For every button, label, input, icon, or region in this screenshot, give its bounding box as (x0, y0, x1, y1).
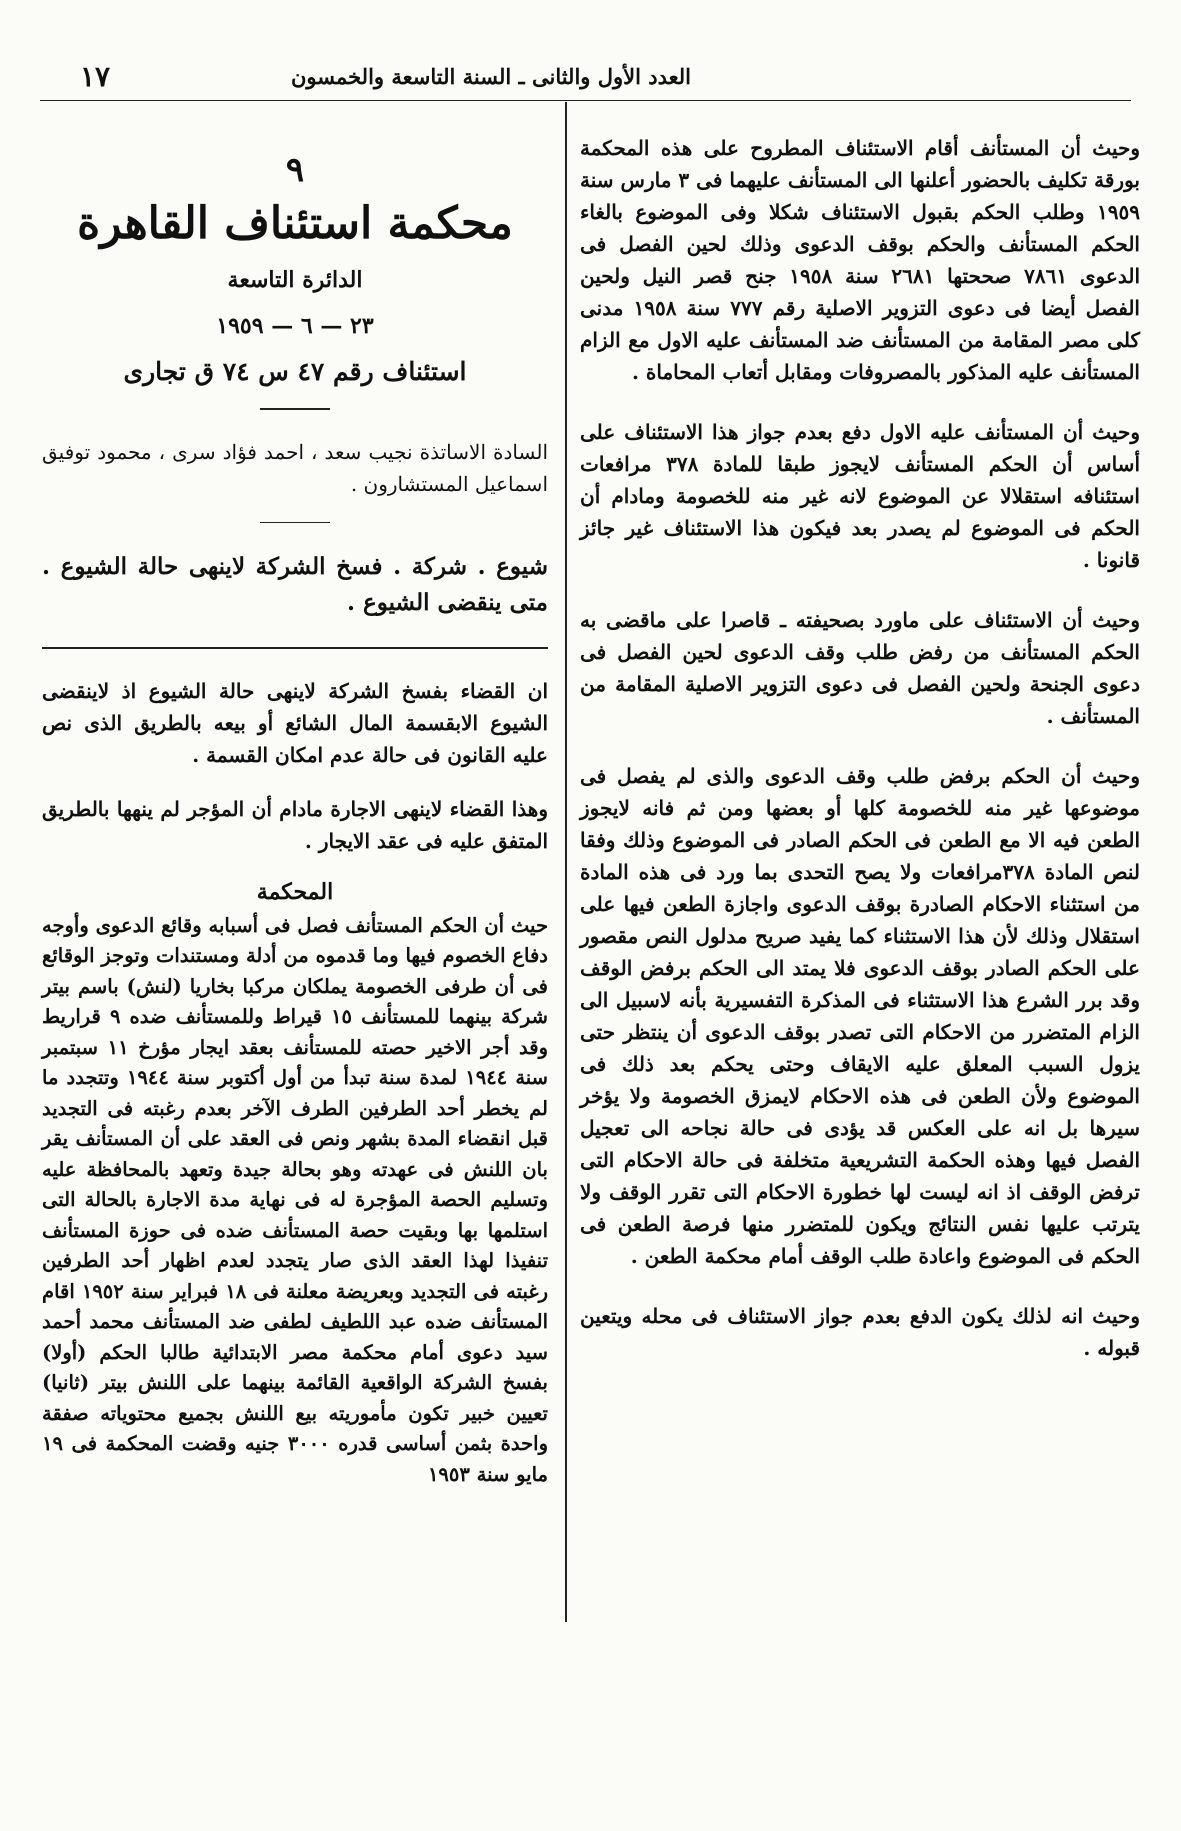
page-number: ١٧ (80, 60, 111, 93)
left-column (42, 150, 548, 1490)
column-divider (565, 102, 567, 1622)
short-divider (260, 408, 330, 410)
paragraph-defense-objection: وحيث أن المستأنف عليه الاول دفع بعدم جواز هذا الاستئناف على أساس أن الحكم المستأنف لايجوز طبقا للمادة ٣٧٨ مرافعات استئنافه استقلالا عن الموضوع لانه غير منه للخصومة ومادام أن الحكم فى الموضوع لم يصدر بعد فيكون هذا الاستئناف غير جائز قانونا . (580, 420, 1140, 572)
paragraph-appeal-filed: وحيث أن المستأنف أقام الاستئناف المطروح على هذه المحكمة بورقة تكليف بالحضور أعلنها الى المستأنف عليهما فى ٣ مارس سنة ١٩٥٩ وطلب الحكم بقبول الاستئناف شكلا وفى الموضوع بالغاء الحكم المستأنف والحكم بوقف الدعوى وذلك لحين الفصل فى الدعوى ٧٨٦١ صححتها ٢٦٨١ سنة ١٩٥٨ جنح قصر النيل ولحين الفصل أيضا فى دعوى التزوير الاصلية رقم ٧٧٧ سنة ١٩٥٨ مدنى كلى مصر المقامة من المستأنف ضد المستأنف عليه الاول مع الزام المستأنف عليه المذكور بالمصروفات ومقابل أتعاب المحاماة . (580, 136, 1141, 384)
issue-title: العدد الأول والثانى ـ السنة التاسعة والخمسون (290, 64, 691, 89)
paragraph-conclusion: وحيث انه لذلك يكون الدفع بعدم جواز الاستئناف فى محله ويتعين قبوله . (580, 1304, 1140, 1360)
court-heading: المحكمة (256, 878, 334, 905)
facts-body: حيث أن الحكم المستأنف فصل فى أسبابه وقائع الدعوى وأوجه دفاع الخصوم فيها وما قدموه من أدلة ومستندات وتوجز الوقائع فى أن طرفى الخصومة يملكان مركبا بخاريا (لنش) باسم بيتر شركة بينهما للمستأنف ١٥ قيراط وللمستأنف ضده ٩ قراريط وقد أجر الاخير حصته للمستأنف بعقد ايجار مؤرخ ١١ سبتمبر سنة ١٩٤٤ لمدة سنة تبدأ من أول أكتوبر سنة ١٩٤٤ وتتجدد ما لم يخطر أحد الطرفين الطرف الآخر بعدم رغبته فى التجديد قبل انقضاء المدة بشهر ونص فى العقد على أن المستأنف يقر بان اللنش فى عهدته وهو بحالة جيدة وتعهد بالمحافظة عليه وتسليم الحصة المؤجرة له فى نهاية مدة الاجارة بالحالة التى استلمها بها وبقيت حصة المستأنف ضده فى حوزة المستأنف تنفيذا لهذا العقد الذى صار يتجدد لعدم اظهار أحد الطرفين رغبته فى التجديد وبعريضة معلنة فى ١٨ فبراير سنة ١٩٥٢ اقام المستأنف ضده عبد اللطيف لطفى ضد المستأنف محمد أحمد سيد دعوى أمام محكمة مصر الابتدائية طالبا الحكم (أولا) بفسخ الشركة الواقعية القائمة بينهما على اللنش بيتر (ثانيا) تعيين خبير تكون مأموريته بيع اللنش بجميع محتوياته صفقة واحدة بثمن أساسى قدره ٣٠٠٠ جنيه وقضت المحكمة فى ١٩ مايو سنة ١٩٥٣ (42, 913, 549, 1486)
legal-principle: ان القضاء بفسخ الشركة لاينهى حالة الشيوع اذ لاينقضى الشيوع الابقسمة المال الشائع أو بيعه بالطريق الذى نص عليه القانون فى حالة عدم امكان القسمة . (42, 678, 548, 767)
paragraph-appeal-scope: وحيث أن الاستئناف على ماورد بصحيفته ـ قاصرا على ماقضى به الحكم المستأنف من رفض طلب وقف الدعوى لحين الفصل فى دعوى الجنحة ولحين الفصل فى دعوى التزوير الاصلية المقامة من المستأنف . (580, 608, 1140, 728)
circuit-name: الدائرة التاسعة (227, 267, 363, 293)
short-divider (260, 522, 330, 524)
ruling-date: ٢٣ — ٦ — ١٩٥٩ (216, 313, 374, 339)
appeal-number: استئناف رقم ٤٧ س ٧٤ ق تجارى (123, 357, 467, 386)
page-header (40, 50, 1131, 101)
keywords: شيوع . شركة . فسخ الشركة لاينهى حالة الشيوع . متى ينقضى الشيوع . (42, 553, 548, 616)
case-number: ٩ (285, 150, 305, 190)
section-divider (42, 647, 548, 649)
legal-principle: وهذا القضاء لاينهى الاجارة مادام أن المؤجر لم ينهها بالطريق المتفق عليه فى عقد الايجار . (42, 796, 548, 853)
paragraph-reasoning: وحيث أن الحكم برفض طلب وقف الدعوى والذى لم يفصل فى موضوعها غير منه للخصومة كلها أو بعضها ومن ثم فانه لايجوز الطعن فيه الا مع الطعن فى الحكم الصادر فى الموضوع وذلك وفقا لنص المادة ٣٧٨مرافعات ولا يصح التحدى بما ورد فى هذه المادة من استثناء الاحكام الصادرة بوقف الدعوى واجازة الطعن فيها على استقلال وذلك لأن هذا الاستثناء كما يفيد صريح مدلول النص مقصور على الحكم الصادر بوقف الدعوى فلا يمتد الى الحكم برفض الوقف وقد برر الشرع هذا الاستثناء فى المذكرة التفسيرية بأنه لاسبيل الى الزام المتضرر من الاحكام التى تصدر بوقف الدعوى أن ينتظر حتى يزول السبب المعلق عليه الايقاف وحتى يحكم بعد ذلك فى الموضوع ولأن الطعن فى هذه الاحكام لايمزق الخصومة ولا يؤخر سيرها بل انه على العكس قد يؤدى فى حالة نجاحه الى تعجيل الفصل فيها وهذه الحكمة التشريعية متخلفة فى حالة الاحكام التى ترفض الوقف اذ انه ليست لها خطورة الاحكام التى تقرر الوقف ولا يترتب عليها نفس النتائج ويكون للمتضرر منها فرصة الطعن فى الحكم فى الموضوع واعادة طلب الوقف أمام محكمة الطعن . (580, 764, 1140, 1268)
right-column (580, 132, 1140, 1364)
judges-list: السادة الاساتذة نجيب سعد ، احمد فؤاد سرى ، محمود توفيق اسماعيل المستشارون . (42, 439, 548, 496)
court-name: محكمة استئناف القاهرة (77, 198, 513, 249)
